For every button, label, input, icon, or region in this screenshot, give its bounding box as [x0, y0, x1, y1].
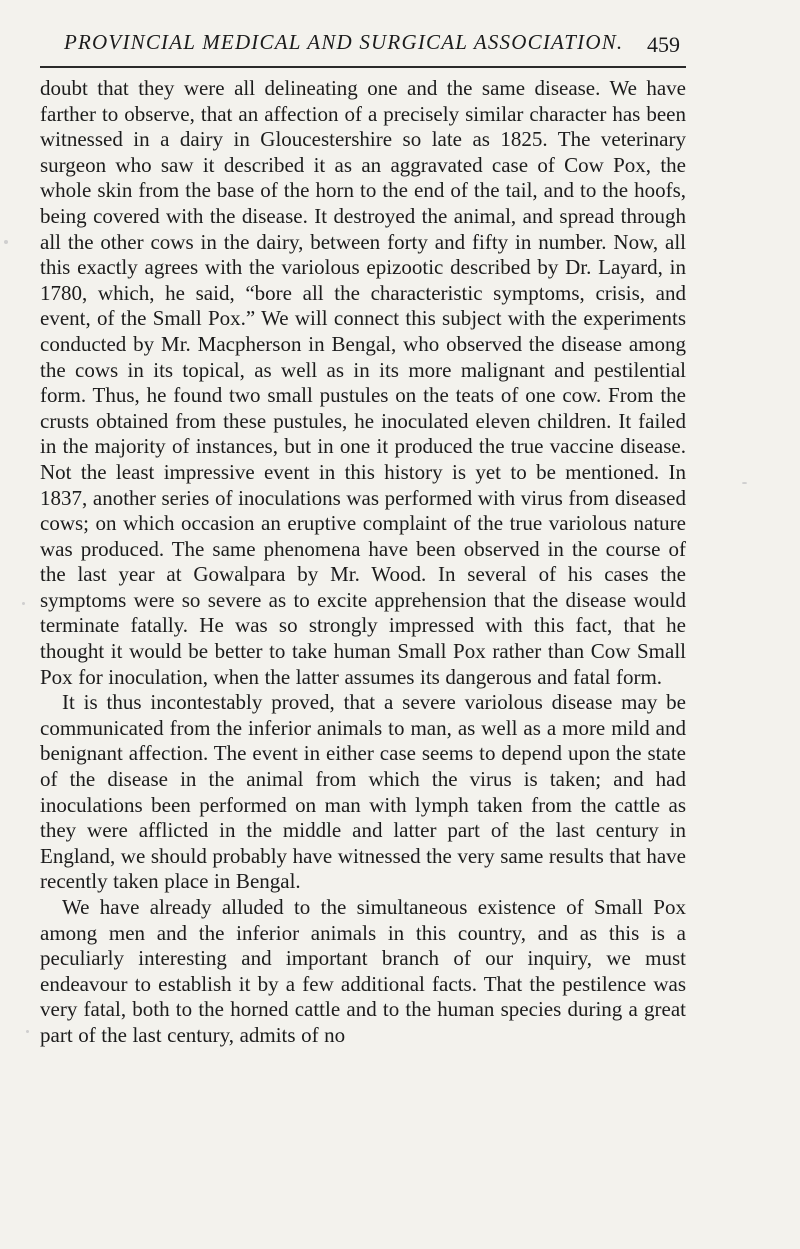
header-rule	[40, 66, 686, 68]
scan-speck	[742, 482, 747, 484]
paragraph: It is thus incontestably proved, that a severe variolous disease may be communicated from the inferior animals to man, as well as a more mild and benignant affection. The event in either case seems to depend upon the state of the disease in the animal from which the virus is taken; and had inoculations been performed on man with lymph taken from the cattle as they were afflicted in the middle and latter part of the last century in England, we should probably have witnessed the very same results that have recently taken place in Bengal.	[40, 690, 686, 894]
running-head: PROVINCIAL MEDICAL AND SURGICAL ASSOCIATION.	[64, 30, 624, 54]
paragraph: We have already alluded to the simultaneous existence of Small Pox among men and the inferior animals in this country, and as this is a peculiarly interesting and important branch of our inquiry, we must endeavour to establish it by a few additional facts. That the pestilence was very fatal, both to the horned cattle and to the human species during a great part of the last century, admits of no	[40, 895, 686, 1047]
scan-speck	[22, 602, 25, 605]
scan-speck	[4, 240, 8, 244]
page-number: 459	[647, 32, 680, 57]
paragraph: doubt that they were all delineating one and the same disease. We have farther to observe, that an affection of a precisely similar character has been witnessed in a dairy in Gloucestershire so late as 1825. The veterinary surgeon who saw it described it as an aggravated case of Cow Pox, the whole skin from the base of the horn to the end of the tail, and to the hoofs, being covered with the disease. It destroyed the animal, and spread through all the other cows in the dairy, between forty and fifty in number. Now, all this exactly agrees with the variolous epizootic described by Dr. Layard, in 1780, which, he said, “bore all the characteristic symptoms, crisis, and event, of the Small Pox.” We will connect this subject with the experiments conducted by Mr. Macpherson in Bengal, who observed the disease among the cows in its topical, as well as in its more malignant and pestilential form. Thus, he found two small pustules on the teats of one cow. From the crusts obtained from these pustules, he inoculated eleven children. It failed in the majority of instances, but in one it produced the true vaccine disease. Not the least impressive event in this history is yet to be mentioned. In 1837, another series of inoculations was performed with virus from diseased cows; on which occasion an eruptive complaint of the true variolous nature was produced. The same phenomena have been observed in the course of the last year at Gowalpara by Mr. Wood. In several of his cases the symptoms were so severe as to excite apprehension that the disease would terminate fatally. He was so strongly impressed with this fact, that he thought it would be better to take human Small Pox rather than Cow Small Pox for inoculation, when the latter assumes its dangerous and fatal form.	[40, 76, 686, 689]
body-text	[40, 76, 686, 1049]
scan-speck	[26, 1030, 29, 1033]
page-header	[40, 24, 686, 64]
